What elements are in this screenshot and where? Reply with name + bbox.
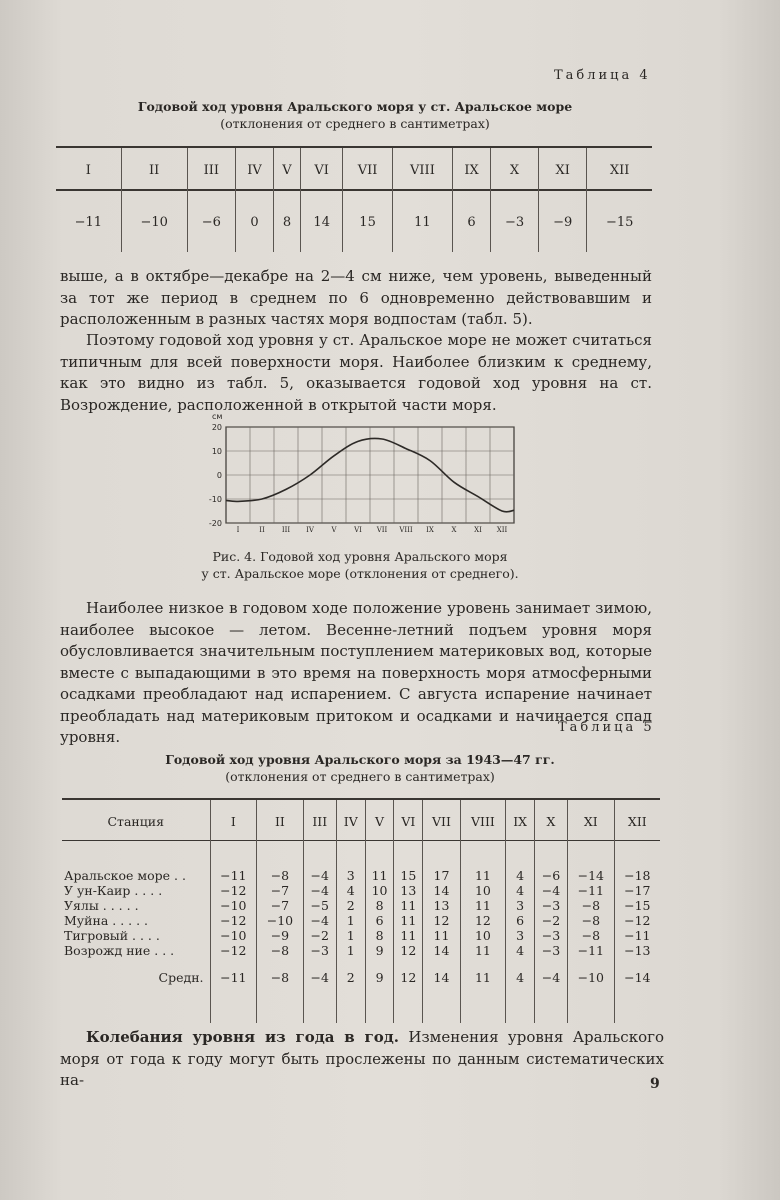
table5-cell: −8 [257, 943, 304, 958]
table5-cell: 14 [423, 883, 460, 898]
table5-title: Годовой ход уровня Аральского моря за 1943—47 гг. [165, 752, 555, 767]
table4 [56, 148, 652, 252]
table5-month-header: IX [506, 800, 535, 842]
table5-cell: −10 [210, 928, 257, 943]
table5-cell: 4 [506, 943, 535, 958]
table5-row [62, 868, 660, 883]
table5-month-header: VI [394, 800, 423, 842]
table5-row [62, 913, 660, 928]
x-tick-label: VII [376, 526, 388, 534]
table5-cell: −6 [534, 868, 567, 883]
y-tick-label: -10 [208, 495, 222, 504]
page-number: 9 [650, 1076, 660, 1092]
y-tick-label: 10 [211, 447, 222, 456]
table5-cell: −12 [210, 943, 257, 958]
table5-cell: −8 [257, 868, 304, 883]
table4-month-header: VIII [392, 148, 452, 192]
table4-value: −6 [187, 192, 235, 252]
table4-month-header: IV [235, 148, 273, 192]
table5-mean-row [62, 970, 660, 985]
paragraph-2 [60, 330, 652, 416]
y-axis-label: см [212, 412, 223, 421]
table5-cell: −12 [624, 913, 651, 928]
x-tick-label: I [236, 526, 240, 534]
table5-cell: −4 [303, 913, 336, 928]
table5-cell: −4 [303, 868, 336, 883]
table5-cell: 6 [506, 913, 535, 928]
x-tick-label: X [451, 526, 457, 534]
table5-cell: −11 [568, 883, 615, 898]
table5-cell: 9 [365, 943, 394, 958]
table5-cell: −11 [624, 928, 651, 943]
table5-cell: 3 [506, 928, 535, 943]
table5-mean-cell: −11 [210, 970, 257, 985]
table5-cell: 12 [460, 913, 506, 928]
table4-value: 8 [274, 192, 301, 252]
table4-month-header: IX [453, 148, 491, 192]
table4-month-header: XI [539, 148, 587, 192]
table5-month-header: V [365, 800, 394, 842]
table5-row [62, 943, 660, 958]
x-tick-label: V [331, 526, 337, 534]
x-tick-label: VIII [399, 526, 413, 534]
table5-cell: 10 [460, 883, 506, 898]
y-tick-label: 0 [216, 471, 222, 480]
figure-caption-line1: Рис. 4. Годовой ход уровня Аральского моря [212, 549, 508, 564]
table5-month-header: III [303, 800, 336, 842]
table4-value: −10 [121, 192, 187, 252]
x-tick-label: II [259, 526, 265, 534]
table5-cell: 13 [423, 898, 460, 913]
table5-cell: 14 [423, 943, 460, 958]
table5-station: Возрожд ние . . . [62, 943, 210, 958]
table4-subtitle: (отклонения от среднего в сантиметрах) [220, 116, 490, 131]
table5-cell: −4 [534, 883, 567, 898]
table4-value: −9 [539, 192, 587, 252]
table5-cell: 15 [394, 868, 423, 883]
table5-month-header: I [210, 800, 257, 842]
table5-cell: −4 [303, 883, 336, 898]
table5-cell: −8 [568, 913, 615, 928]
figure-caption-line2: у ст. Аральское море (отклонения от среднего). [201, 566, 519, 581]
table5-cell: 11 [394, 898, 423, 913]
table5-cell: −9 [257, 928, 304, 943]
table5-station: Уялы . . . . . [62, 898, 210, 913]
table5-cell: 11 [394, 928, 423, 943]
table4-month-header: V [274, 148, 301, 192]
paragraph-2-text: Поэтому годовой ход уровня у ст. Аральское море не может считаться типичным для всей поверхности моря. Наиболее близким к среднему, как это видно из табл. 5, оказывается годовой ход уровня на ст. Возрождение, расположенной в открытой части моря. [60, 331, 652, 414]
section-heading: Колебания уровня из года в год. [86, 1028, 399, 1046]
table5-cell: −7 [257, 898, 304, 913]
table5-cell: −8 [568, 928, 615, 943]
paragraph-4 [60, 1027, 664, 1092]
x-tick-label: IV [306, 526, 314, 534]
table5-cell: −15 [624, 898, 651, 913]
x-tick-label: XII [496, 526, 508, 534]
table5-mean-cell: 14 [423, 970, 460, 985]
table5-mean-cell: 2 [336, 970, 365, 985]
table5-cell: −14 [568, 868, 615, 883]
table4-month-header: VII [343, 148, 392, 192]
table5-spacer-row [62, 985, 660, 1023]
table5-cell: 13 [394, 883, 423, 898]
table5-cell: −17 [624, 883, 651, 898]
table5-mean-cell: −4 [303, 970, 336, 985]
table4-title: Годовой ход уровня Аральского моря у ст. Аральское море [137, 99, 573, 114]
table5-cell: 8 [365, 928, 394, 943]
table5-cell: −8 [568, 898, 615, 913]
table5-month-header: X [534, 800, 567, 842]
table5-row [62, 928, 660, 943]
table5-cell: −7 [257, 883, 304, 898]
table5-cell: −3 [534, 928, 567, 943]
table5-station: Тигровый . . . . [62, 928, 210, 943]
table5-cell: −13 [624, 943, 651, 958]
table5-cell: 3 [336, 868, 365, 883]
table5-cell: −3 [534, 898, 567, 913]
table5-cell: 1 [336, 943, 365, 958]
table5-mean-cell: −10 [568, 970, 615, 985]
table5-cell: 11 [365, 868, 394, 883]
table5-month-header: XI [568, 800, 615, 842]
table5-cell: 10 [365, 883, 394, 898]
table5-cell: 3 [506, 898, 535, 913]
table5-cell: −2 [303, 928, 336, 943]
table5-cell: −12 [210, 883, 257, 898]
y-tick-label: 20 [211, 423, 222, 432]
table5-cell: −3 [534, 943, 567, 958]
table4-month-header: VI [300, 148, 342, 192]
table4-value: 14 [300, 192, 342, 252]
table5-month-header: VIII [460, 800, 506, 842]
x-tick-label: VI [354, 526, 362, 534]
table4-month-header: II [121, 148, 187, 192]
table5-mean-cell: 4 [506, 970, 535, 985]
table5-cell: 4 [506, 883, 535, 898]
table4-month-header: XII [609, 162, 630, 178]
table5-mean-cell: −14 [624, 970, 651, 985]
table5-cell: 11 [423, 928, 460, 943]
table5-month-header: VII [423, 800, 460, 842]
table5-station-header: Станция [62, 800, 210, 842]
table4-value: 15 [343, 192, 392, 252]
figure-caption [170, 548, 550, 582]
table5-cell: −2 [534, 913, 567, 928]
table5-cell: 1 [336, 913, 365, 928]
table5-cell: 8 [365, 898, 394, 913]
table5-cell: 11 [460, 898, 506, 913]
level-chart [196, 405, 526, 540]
table5-cell: 4 [336, 883, 365, 898]
table5-cell: −12 [210, 913, 257, 928]
table5-cell: −5 [303, 898, 336, 913]
table5 [62, 800, 660, 1023]
table4-value: −3 [490, 192, 538, 252]
table5-cell: 10 [460, 928, 506, 943]
table5-cell: 11 [460, 868, 506, 883]
table5-cell: −3 [303, 943, 336, 958]
paragraph-3-text: Наиболее низкое в годовом ходе положение уровень занимает зимою, наиболее высокое — летом. Весенне-летний подъем уровня моря обусловливается значительным поступлением материковых вод, которые вместе с выпадающими в это время на поверхность моря атмосферными осадками преобладают над испарением. С августа испарение начинает преобладать над материковым притоком и осадками и начинается спад уровня. [60, 599, 652, 746]
table4-month-header: I [56, 148, 121, 192]
paragraph-1: выше, а в октябре—декабре на 2—4 см ниже, чем уровень, выведенный за тот же период в среднем по 6 одновременно действовавшим и расположенным в разных частях моря водпостам (табл. 5). [60, 267, 652, 328]
paragraph-4-text: Изменения уровня Аральского моря от года к году могут быть прослежены по данным систематических на- [60, 1028, 664, 1089]
table4-month-header: X [490, 148, 538, 192]
table5-subtitle: (отклонения от среднего в сантиметрах) [225, 769, 495, 784]
table5-mean-cell: 9 [365, 970, 394, 985]
table5-mean-cell: −8 [257, 970, 304, 985]
table5-cell: −10 [210, 898, 257, 913]
table5-cell: 11 [460, 943, 506, 958]
table5-cell: −11 [568, 943, 615, 958]
table5-label: Таблица 5 [558, 720, 655, 735]
table4-value: −11 [56, 192, 121, 252]
table5-cell: 1 [336, 928, 365, 943]
table4-value: −15 [605, 214, 634, 230]
table4-value: 6 [453, 192, 491, 252]
x-tick-label: IX [426, 526, 434, 534]
table4-value: 11 [392, 192, 452, 252]
table5-cell: 12 [423, 913, 460, 928]
table5-mean-label: Средн. [62, 970, 210, 985]
table5-cell: −10 [257, 913, 304, 928]
x-tick-label: III [281, 526, 291, 534]
table4-label: Таблица 4 [554, 68, 651, 83]
table5-station: Муйна . . . . . [62, 913, 210, 928]
table5-cell: 2 [336, 898, 365, 913]
table5-month-header: IV [336, 800, 365, 842]
table5-mean-cell: 11 [460, 970, 506, 985]
table4-value: 0 [235, 192, 273, 252]
table5-month-header: XII [627, 813, 647, 829]
table5-row [62, 898, 660, 913]
table5-mean-cell: 12 [394, 970, 423, 985]
table5-cell: −11 [210, 868, 257, 883]
y-tick-label: -20 [208, 519, 222, 528]
table5-cell: 12 [394, 943, 423, 958]
table5-cell: 11 [394, 913, 423, 928]
table5-cell: 6 [365, 913, 394, 928]
table5-month-header: II [257, 800, 304, 842]
table5-station: Аральское море . . [62, 868, 210, 883]
x-tick-label: XI [474, 526, 482, 534]
table5-cell: 17 [423, 868, 460, 883]
table4-month-header: III [187, 148, 235, 192]
table5-station: У ун-Каир . . . . [62, 883, 210, 898]
table5-spacer-row [62, 842, 660, 868]
table5-cell: 4 [506, 868, 535, 883]
table5-spacer-row [62, 958, 660, 970]
table5-mean-cell: −4 [534, 970, 567, 985]
table5-cell: −18 [624, 868, 651, 883]
table5-row [62, 883, 660, 898]
